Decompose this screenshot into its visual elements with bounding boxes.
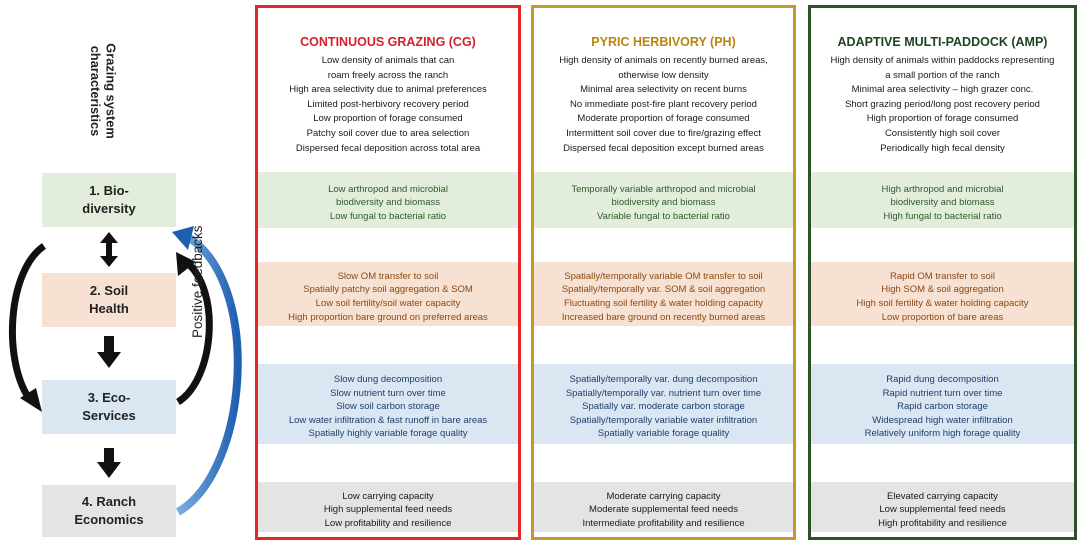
characteristic-item: Limited post-herbivory recovery period [307, 98, 469, 110]
category-label-line1: 1. Bio- [89, 183, 129, 198]
curved-arrow-left-icon [12, 246, 44, 412]
side-header-line1: Grazing system [103, 43, 119, 139]
cell-line: Spatially/temporally var. SOM & soil aggregation [561, 284, 766, 296]
characteristic-item: Low proportion of forage consumed [313, 113, 463, 125]
flow-arrows [0, 0, 260, 546]
cell-line: Low carrying capacity [342, 490, 434, 502]
soil-cell [258, 265, 518, 329]
biodiversity-cell [258, 175, 518, 231]
characteristic-item: Intermittent soil cover due to fire/grazing effect [566, 127, 761, 139]
cell-line: Variable fungal to bacterial ratio [597, 210, 730, 222]
cell-line: Low water infiltration & fast runoff in bare areas [288, 414, 488, 426]
cell-line: Spatially/temporally var. dung decomposition [569, 374, 758, 386]
characteristic-item: Moderate proportion of forage consumed [577, 113, 750, 125]
cell-line: Spatially/temporally variable water infiltration [569, 414, 758, 426]
ranch-economics-cell [811, 485, 1074, 535]
category-label-line1: 2. Soil [89, 283, 129, 298]
cell-line: Fluctuating soil fertility & water holding capacity [563, 298, 764, 309]
down-arrow-icon [97, 336, 121, 368]
characteristic-item: Periodically high fecal density [880, 142, 1005, 154]
cell-line: High profitability and resilience [878, 517, 1007, 529]
category-label-line2: Economics [74, 512, 144, 527]
cell-line: Relatively uniform high forage quality [864, 428, 1021, 440]
cell-line: Slow OM transfer to soil [337, 270, 439, 282]
characteristics-list [811, 54, 1074, 156]
column-title: ADAPTIVE MULTI-PADDOCK (AMP) [837, 35, 1048, 49]
characteristic-item: otherwise low density [618, 69, 709, 81]
cell-line: Spatially patchy soil aggregation & SOM [303, 284, 473, 296]
cell-line: Moderate supplemental feed needs [589, 504, 738, 516]
column-title: CONTINUOUS GRAZING (CG) [300, 35, 476, 49]
cell-line: High arthropod and microbial [881, 183, 1004, 195]
column-title: PYRIC HERBIVORY (PH) [591, 35, 736, 49]
characteristic-item: Dispersed fecal deposition across total area [295, 142, 481, 154]
characteristic-item: High density of animals within paddocks representing [830, 55, 1055, 66]
cell-line: Rapid carbon storage [897, 401, 988, 413]
eco-services-cell [811, 367, 1074, 447]
cell-line: Rapid nutrient turn over time [882, 387, 1003, 399]
cell-line: biodiversity and biomass [890, 197, 995, 209]
biodiversity-cell [534, 175, 793, 231]
characteristic-item: No immediate post-fire plant recovery period [570, 98, 757, 110]
characteristic-item: High proportion of forage consumed [866, 113, 1019, 125]
cell-line: Low supplemental feed needs [879, 504, 1006, 516]
eco-services-cell [534, 367, 793, 447]
characteristic-item: a small portion of the ranch [885, 69, 1000, 81]
cell-line: Temporally variable arthropod and microbial [571, 183, 756, 195]
cell-line: Spatially var. moderate carbon storage [582, 401, 745, 413]
characteristic-item: Dispersed fecal deposition except burned areas [563, 142, 764, 154]
cell-line: Moderate carrying capacity [606, 490, 721, 502]
characteristic-item: High area selectivity due to animal preferences [289, 84, 487, 96]
cell-line: biodiversity and biomass [611, 197, 716, 209]
cell-line: biodiversity and biomass [335, 197, 441, 209]
cell-line: Spatially/temporally variable OM transfer to soil [564, 270, 763, 282]
characteristics-list [534, 54, 793, 156]
cell-line: High SOM & soil aggregation [881, 284, 1004, 296]
cell-line: High proportion bare ground on preferred areas [288, 311, 488, 323]
characteristics-list [258, 54, 518, 156]
cell-line: Low arthropod and microbial [328, 183, 448, 195]
cell-line: Slow nutrient turn over time [330, 387, 446, 399]
characteristic-item: roam freely across the ranch [327, 69, 449, 81]
characteristic-item: Low density of animals that can [321, 55, 455, 66]
category-label-line2: diversity [82, 201, 136, 216]
eco-services-cell [258, 367, 518, 447]
category-label-line2: Health [89, 301, 129, 316]
cell-line: Spatially variable forage quality [597, 428, 730, 440]
column-pyric-herbivory [531, 5, 796, 540]
ranch-economics-cell [534, 485, 793, 535]
down-arrow-icon [97, 448, 121, 478]
soil-cell [811, 265, 1074, 329]
positive-feedbacks-label: Positive feedbacks [190, 225, 205, 338]
characteristic-item: Short grazing period/long post recovery period [845, 98, 1040, 110]
cell-line: Low profitability and resilience [324, 517, 452, 529]
cell-line: Low fungal to bacterial ratio [329, 210, 447, 222]
category-label-line1: 3. Eco- [87, 390, 131, 405]
ranch-economics-cell [258, 485, 518, 535]
cell-line: Low soil fertility/soil water capacity [315, 298, 461, 309]
cell-line: Rapid OM transfer to soil [889, 270, 996, 282]
soil-cell [534, 265, 793, 329]
cell-line: Widespread high water infiltration [872, 414, 1013, 426]
column-continuous-grazing [255, 5, 521, 540]
category-label-line1: 4. Ranch [81, 494, 137, 509]
cell-line: Low proportion of bare areas [881, 311, 1004, 323]
cell-line: Slow dung decomposition [333, 374, 443, 386]
cell-line: High fungal to bacterial ratio [883, 210, 1002, 222]
double-arrow-icon [100, 232, 118, 267]
characteristic-item: High density of animals on recently burned areas, [559, 55, 768, 66]
cell-line: High supplemental feed needs [323, 504, 453, 516]
cell-line: Spatially/temporally var. nutrient turn over time [565, 387, 762, 399]
cell-line: Elevated carrying capacity [887, 490, 998, 502]
column-adaptive-multi-paddock [808, 5, 1077, 540]
cell-line: Increased bare ground on recently burned areas [561, 311, 766, 323]
cell-line: Slow soil carbon storage [336, 401, 440, 413]
cell-line: Spatially highly variable forage quality [308, 428, 468, 440]
category-label-line2: Services [82, 408, 136, 423]
biodiversity-cell [811, 175, 1074, 231]
cell-line: High soil fertility & water holding capacity [856, 298, 1029, 309]
cell-line: Intermediate profitability and resilience [582, 517, 745, 529]
side-header-line2: characteristics [88, 45, 104, 137]
characteristic-item: Minimal area selectivity on recent burns [580, 84, 747, 96]
characteristic-item: Minimal area selectivity – high grazer conc. [851, 84, 1034, 96]
characteristic-item: Patchy soil cover due to area selection [306, 127, 470, 139]
characteristic-item: Consistently high soil cover [884, 127, 1001, 139]
cell-line: Rapid dung decomposition [886, 374, 999, 386]
